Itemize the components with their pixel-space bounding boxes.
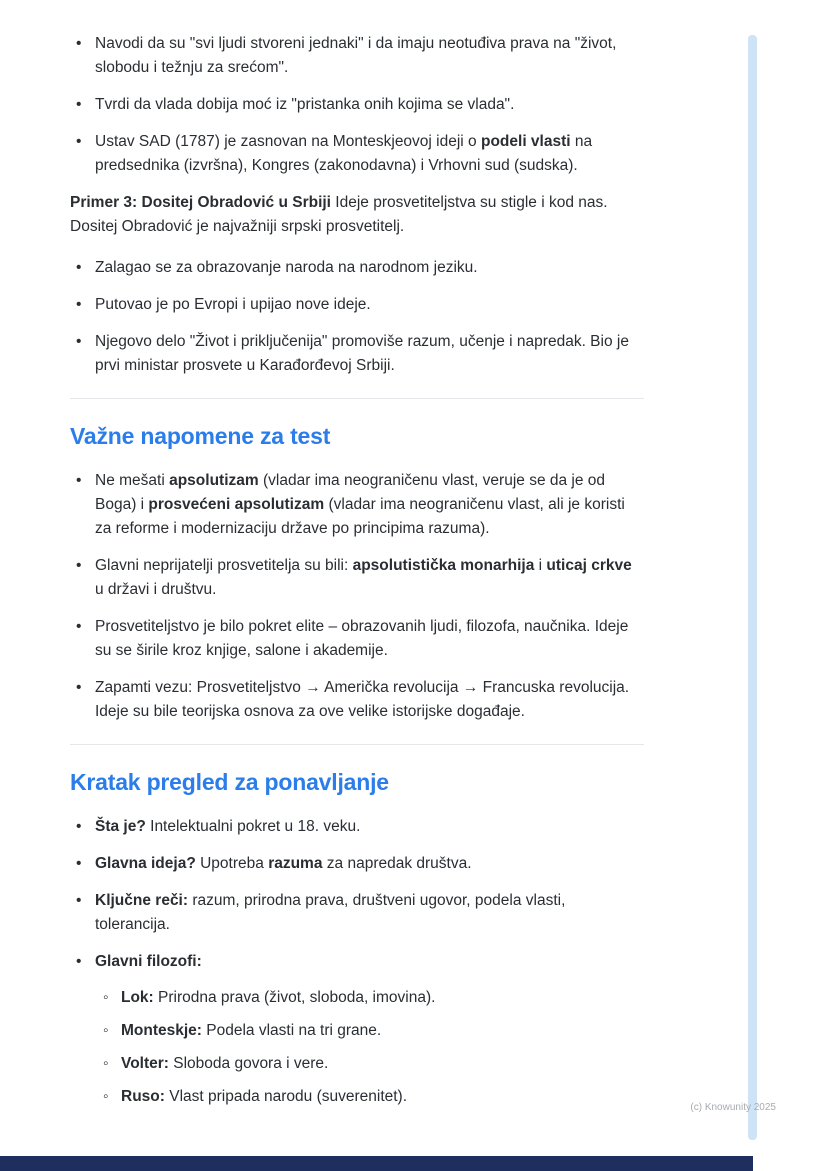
bold-text-segment: Ruso: (121, 1087, 165, 1105)
text-segment: Ne mešati (95, 471, 170, 489)
bullet-icon: • (76, 617, 82, 635)
bold-text-segment: podeli vlasti (480, 133, 571, 151)
list-item-text (95, 852, 644, 876)
list-item (70, 330, 644, 378)
text-segment: razum, prirodna prava, društveni ugovor, podela vlasti, tolerancija. (95, 891, 566, 933)
list-item-text (121, 986, 644, 1010)
text-segment: za napredak društva. (322, 854, 472, 872)
list-item-text (95, 130, 644, 178)
list-item (70, 889, 644, 937)
list-item (99, 1085, 644, 1109)
circle-bullet-icon: ◦ (103, 1021, 109, 1039)
bold-text-segment: prosvećeni apsolutizam (148, 495, 325, 513)
bold-text-segment: Primer 3: Dositej Obradović u Srbiji (70, 194, 331, 212)
list-item-text (95, 32, 644, 80)
circle-bullet-icon: ◦ (103, 1054, 109, 1072)
bullet-icon: • (76, 471, 82, 489)
bullet-list (70, 32, 644, 178)
list-item-text (95, 676, 644, 724)
bold-text-segment: Lok: (121, 988, 154, 1006)
list-item (70, 469, 644, 541)
list-item (70, 852, 644, 876)
text-segment: Intelektualni pokret u 18. veku. (145, 817, 361, 835)
footer-bar (0, 1156, 753, 1171)
document-content (70, 32, 644, 1131)
bold-text-segment: razuma (268, 854, 323, 872)
bullet-icon: • (76, 133, 82, 151)
section-heading: Važne napomene za test (70, 423, 331, 450)
list-item (99, 1052, 644, 1076)
bold-text-segment: Glavna ideja? (95, 854, 196, 872)
text-segment: i (534, 556, 547, 574)
text-segment: Prirodna prava (život, sloboda, imovina). (153, 988, 436, 1006)
bold-text-segment: uticaj crkve (546, 556, 632, 574)
text-segment: Zapamti vezu: Prosvetiteljstvo → Američka revolucija → Francuska revolucija. Ideje su bile teorijska osnova za ove velike istorijske događaje. (95, 678, 630, 720)
list-item (70, 256, 644, 280)
list-item-text (95, 815, 644, 839)
list-item (70, 293, 644, 317)
text-segment: u državi i društvu. (95, 580, 217, 598)
section-heading: Kratak pregled za ponavljanje (70, 768, 389, 795)
list-item-text (121, 1019, 644, 1043)
list-item (70, 950, 644, 1118)
bullet-icon: • (76, 333, 82, 351)
text-segment: na predsednika (izvršna), Kongres (zakonodavna) i Vrhovni sud (sudska). (95, 133, 593, 175)
list-item-text (121, 1052, 644, 1076)
text-segment: Upotreba (195, 854, 269, 872)
bullet-list (70, 469, 644, 724)
text-segment: Zalagao se za obrazovanje naroda na narodnom jeziku. (95, 259, 478, 277)
sub-bullet-list (99, 986, 644, 1109)
paragraph (70, 191, 644, 239)
bullet-list (70, 256, 644, 378)
list-item-text (95, 615, 644, 663)
text-segment: Ideje prosvetiteljstva su stigle i kod nas. Dositej Obradović je najvažniji srpski prosvetitelj. (70, 194, 608, 236)
list-item (99, 1019, 644, 1043)
bullet-icon: • (76, 817, 82, 835)
text-segment: Ustav SAD (1787) je zasnovan na Monteskjeovoj ideji o (95, 133, 481, 151)
text-segment: Njegovo delo "Život i priključenija" promoviše razum, učenje i napredak. Bio je prvi ministar prosvete u Karađorđevoj Srbiji. (95, 333, 629, 375)
text-segment: (vladar ima neograničenu vlast, veruje se da je od Boga) i (95, 471, 606, 513)
bold-text-segment: Šta je? (95, 817, 146, 835)
bullet-icon: • (76, 35, 82, 52)
bold-text-segment: Ključne reči: (95, 891, 189, 909)
bold-text-segment: apsolutizam (169, 471, 259, 489)
text-segment: Podela vlasti na tri grane. (201, 1021, 382, 1039)
circle-bullet-icon: ◦ (103, 1087, 109, 1105)
list-item-text (95, 330, 644, 378)
text-segment: Vlast pripada narodu (suverenitet). (164, 1087, 408, 1105)
list-item (70, 32, 644, 80)
list-item-text (121, 1085, 644, 1109)
list-item (70, 815, 644, 839)
text-segment: Tvrdi da vlada dobija moć iz "pristanka onih kojima se vlada". (95, 96, 515, 114)
text-segment: (vladar ima neograničenu vlast, ali je koristi za reforme i modernizaciju države po principima razuma). (95, 495, 625, 537)
text-segment: Glavni neprijatelji prosvetitelja su bili: (95, 556, 353, 574)
section-divider (70, 744, 644, 745)
page-edge-stripe (748, 35, 757, 1140)
bold-text-segment: Volter: (121, 1054, 169, 1072)
bullet-icon: • (76, 678, 82, 696)
list-item-text (95, 554, 644, 602)
list-item (70, 676, 644, 724)
bullet-icon: • (76, 259, 82, 277)
text-segment: Putovao je po Evropi i upijao nove ideje. (95, 296, 371, 314)
text-segment: Navodi da su "svi ljudi stvoreni jednaki" i da imaju neotuđiva prava na "život, slobodu i težnju za srećom". (95, 35, 617, 77)
bullet-icon: • (76, 296, 82, 314)
bullet-icon: • (76, 891, 82, 909)
bullet-icon: • (76, 556, 82, 574)
list-item (70, 93, 644, 117)
list-item (70, 130, 644, 178)
bold-text-segment: Monteskje: (121, 1021, 202, 1039)
list-item (70, 554, 644, 602)
footer-credit: (c) Knowunity 2025 (690, 1102, 776, 1113)
list-item-text (95, 293, 644, 317)
bullet-icon: • (76, 854, 82, 872)
text-segment: Sloboda govora i vere. (168, 1054, 329, 1072)
list-item-text (95, 93, 644, 117)
text-segment: Prosvetiteljstvo je bilo pokret elite – obrazovanih ljudi, filozofa, naučnika. Ideje su se širile kroz knjige, salone i akademije. (95, 617, 629, 659)
list-item-text (95, 889, 644, 937)
bold-text-segment: Glavni filozofi: (95, 952, 202, 970)
bold-text-segment: apsolutistička monarhija (352, 556, 535, 574)
list-item (70, 615, 644, 663)
list-item-text (95, 256, 644, 280)
list-item-text (95, 469, 644, 541)
bullet-icon: • (76, 952, 82, 970)
bullet-list (70, 815, 644, 1118)
bullet-icon: • (76, 96, 82, 114)
circle-bullet-icon: ◦ (103, 988, 109, 1006)
section-divider (70, 398, 644, 399)
list-item-text (95, 950, 644, 1118)
list-item (99, 986, 644, 1010)
